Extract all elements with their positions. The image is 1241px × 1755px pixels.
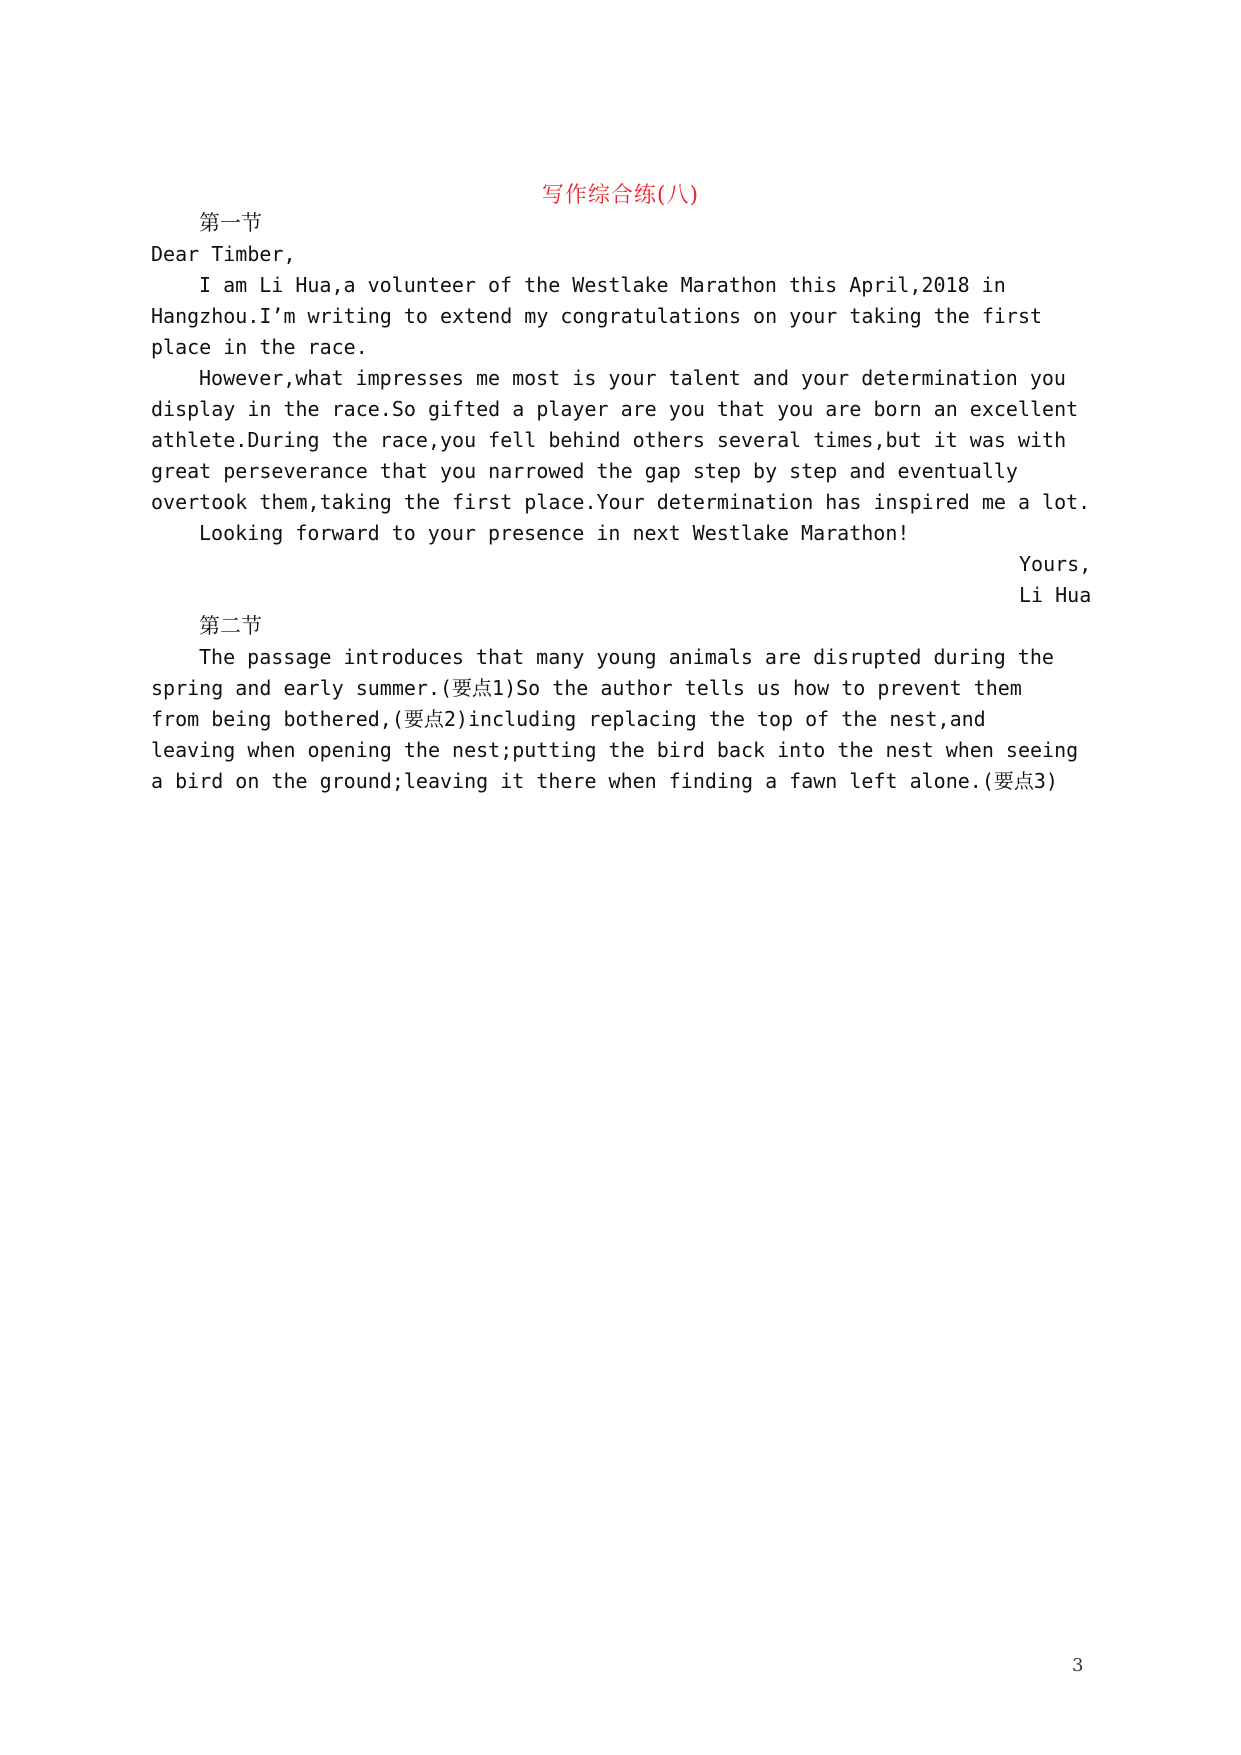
letter-line: overtook them,taking the first place.Your determination has inspired me a lot. [151, 490, 1091, 514]
letter-line: I am Li Hua,a volunteer of the Westlake Marathon this April,2018 in [199, 273, 1006, 297]
page-title: 写作综合练(八) [541, 183, 700, 208]
summary-line: spring and early summer.(要点1)So the author tells us how to prevent them [151, 676, 1022, 700]
letter-line: athlete.During the race,you fell behind others several times,but it was with [151, 428, 1067, 452]
letter-signature: Li Hua [1019, 583, 1092, 607]
section-2-heading: 第二节 [199, 614, 262, 638]
section-1-heading: 第一节 [199, 211, 262, 235]
summary-line: from being bothered,(要点2)including replacing the top of the nest,and [151, 707, 986, 731]
document-body [151, 208, 1101, 797]
letter-closing: Yours, [1019, 552, 1092, 576]
summary-line: leaving when opening the nest;putting the bird back into the nest when seeing [151, 738, 1079, 762]
summary-line: a bird on the ground;leaving it there when finding a fawn left alone.(要点3) [151, 769, 1058, 793]
summary-line: The passage introduces that many young animals are disrupted during the [199, 645, 1054, 669]
letter-salutation: Dear Timber, [151, 242, 296, 266]
letter-line: place in the race. [151, 335, 368, 359]
letter-line: great perseverance that you narrowed the gap step by step and eventually [151, 459, 1018, 483]
page-number: 3 [1072, 1655, 1084, 1676]
letter-line: Looking forward to your presence in next Westlake Marathon! [199, 521, 910, 545]
letter-line: However,what impresses me most is your talent and your determination you [199, 366, 1066, 390]
letter-line: display in the race.So gifted a player are you that you are born an excellent [151, 397, 1079, 421]
letter-line: Hangzhou.I’m writing to extend my congratulations on your taking the first [151, 304, 1043, 328]
